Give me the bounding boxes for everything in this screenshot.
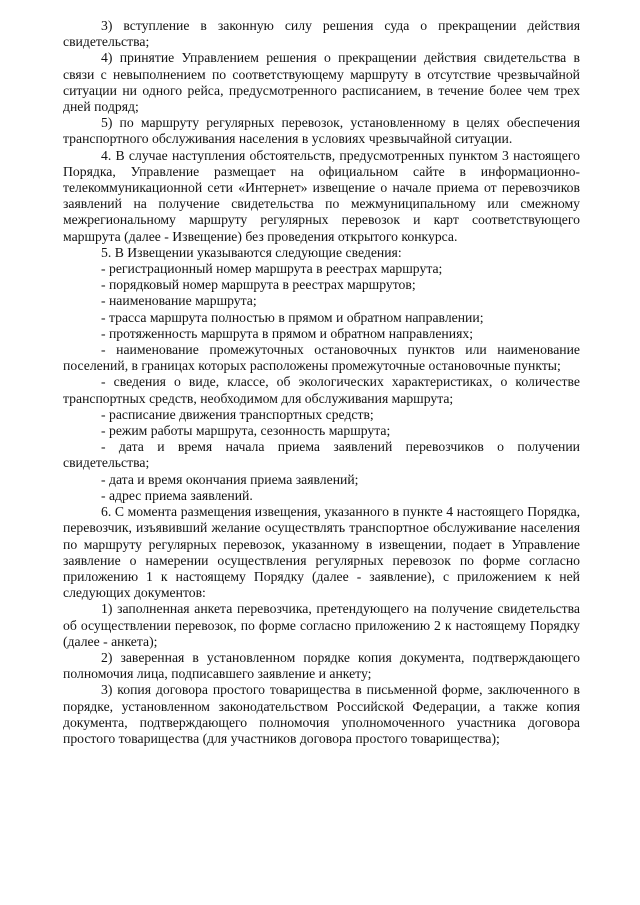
list-item-vehicle-info: - сведения о виде, классе, об экологических характеристиках, о количестве транспортных средств, необходимом для обслуживания маршрута;	[63, 374, 580, 406]
paragraph-section-6: 6. С момента размещения извещения, указанного в пункте 4 настоящего Порядка, перевозчик, изъявивший желание осуществлять транспортное обслуживание населения по маршруту регулярных перевозок, указанному в извещении, подает в Управление заявление о намерении осуществления регулярных перевозок по форме согласно приложению 1 к настоящему Порядку (далее - заявление), с приложением к ней следующих документов:	[63, 504, 580, 601]
list-item-route-path: - трасса маршрута полностью в прямом и обратном направлении;	[101, 309, 484, 325]
paragraph-section-4: 4. В случае наступления обстоятельств, предусмотренных пунктом 3 настоящего Порядка, Управление размещает на официальном сайте в информационно-телекоммуникационной сети «Интернет» извещение о начале приема от перевозчиков заявлений на получение свидетельства по межмуниципальному или смежному межрегиональному маршруту регулярных перевозок и карт соответствующего маршрута (далее - Извещение) без проведения открытого конкурса.	[63, 147, 580, 244]
paragraph-section-5-intro: 5. В Извещении указываются следующие сведения:	[101, 244, 402, 260]
paragraph-item-5-emergency-route: 5) по маршруту регулярных перевозок, установленному в целях обеспечения транспортного обслуживания населения в условиях чрезвычайной ситуации.	[63, 115, 580, 147]
paragraph-item-4-termination-decision: 4) принятие Управлением решения о прекращении действия свидетельства в связи с невыполнением по соответствующему маршруту в отсутствие чрезвычайной ситуации ни одного рейса, предусмотренного расписанием, в течение более чем трех дней подряд;	[63, 50, 580, 115]
paragraph-doc-1-questionnaire: 1) заполненная анкета перевозчика, претендующего на получение свидетельства об осуществлении перевозок, по форме согласно приложению 2 к настоящему Порядку (далее - анкета);	[63, 601, 580, 649]
paragraph-item-3-court-decision: 3) вступление в законную силу решения суда о прекращении действия свидетельства;	[63, 18, 580, 50]
list-item-application-start: - дата и время начала приема заявлений перевозчиков о получении свидетельства;	[63, 439, 580, 471]
list-item-operating-mode: - режим работы маршрута, сезонность маршрута;	[101, 423, 391, 439]
list-item-intermediate-stops: - наименование промежуточных остановочных пунктов или наименование поселений, в границах которых расположены промежуточные остановочные пункты;	[63, 342, 580, 374]
paragraph-doc-2-authority-copy: 2) заверенная в установленном порядке копия документа, подтверждающего полномочия лица, подписавшего заявление и анкету;	[63, 649, 580, 682]
list-item-application-address: - адрес приема заявлений.	[101, 487, 253, 503]
list-item-schedule: - расписание движения транспортных средств;	[101, 406, 374, 422]
list-item-registration-number: - регистрационный номер маршрута в реестрах маршрута;	[101, 261, 443, 277]
list-item-sequence-number: - порядковый номер маршрута в реестрах маршрутов;	[101, 277, 416, 293]
list-item-route-length: - протяженность маршрута в прямом и обратном направлениях;	[101, 325, 474, 341]
paragraph-doc-3-partnership-contract: 3) копия договора простого товарищества в письменной форме, заключенного в порядке, установленном законодательством Российской Федерации, а также копия документа, подтверждающего полномочия уполномоченного участника договора простого товарищества (для участников договора простого товарищества);	[63, 682, 580, 746]
list-item-route-name: - наименование маршрута;	[101, 293, 257, 309]
list-item-application-end: - дата и время окончания приема заявлений;	[101, 471, 359, 487]
